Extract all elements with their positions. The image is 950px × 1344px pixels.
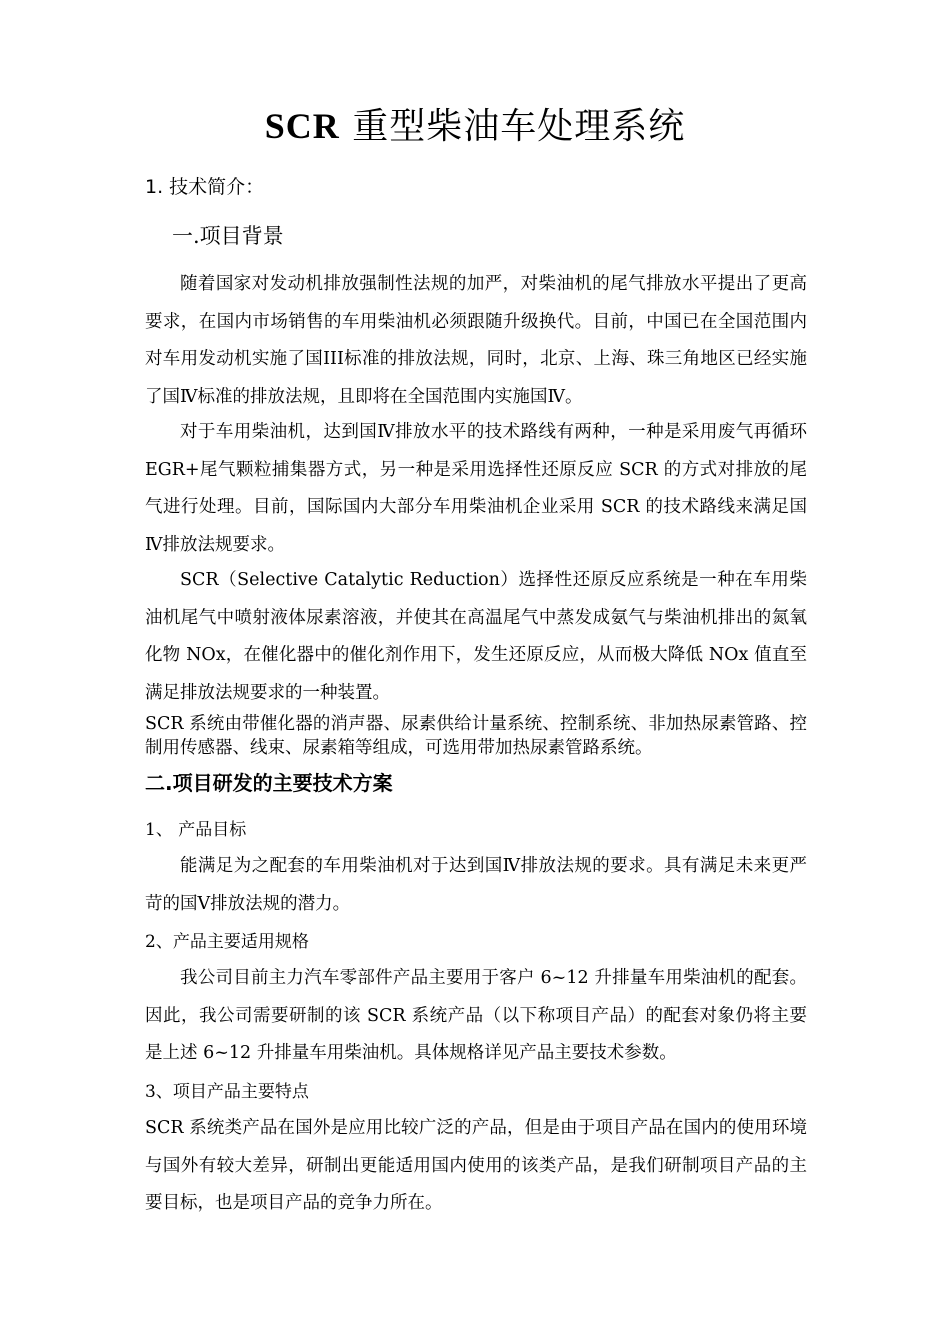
paragraph-product-spec: 我公司目前主力汽车零部件产品主要用于客户 6~12 升排量车用柴油机的配套。因此，我公司需要研制的该 SCR 系统产品（以下称项目产品）的配套对象仍将主要是上述 6~12 升排量车用柴油机。具体规格详见产品主要技术参数。 xyxy=(145,968,807,1063)
item-heading-product-spec: 2、产品主要适用规格 xyxy=(145,932,309,952)
paragraph-scr-definition: SCR（Selective Catalytic Reduction）选择性还原反应系统是一种在车用柴油机尾气中喷射液体尿素溶液，并使其在高温尾气中蒸发成氨气与柴油机排出的氮氧化物 NOx，在催化器中的催化剂作用下，发生还原反应，从而极大降低 NOx 值直至满足排放法规要求的一种装置。 xyxy=(145,570,807,703)
item-heading-product-goal: 1、 产品目标 xyxy=(145,820,247,840)
title-chinese: 重型柴油车处理系统 xyxy=(339,106,686,147)
paragraph-product-features: SCR 系统类产品在国外是应用比较广泛的产品，但是由于项目产品在国内的使用环境与国外有较大差异，研制出更能适用国内使用的该类产品，是我们研制项目产品的主要目标，也是项目产品的竞争力所在。 xyxy=(145,1118,807,1213)
item-heading-product-features: 3、项目产品主要特点 xyxy=(145,1082,309,1102)
section-heading-tech-plan: 二.项目研发的主要技术方案 xyxy=(145,771,393,795)
paragraph-product-goal: 能满足为之配套的车用柴油机对于达到国Ⅳ排放法规的要求。具有满足未来更严苛的国Ⅴ排放法规的潜力。 xyxy=(145,856,807,914)
section-heading-tech-intro: 1. 技术简介： xyxy=(145,176,265,198)
subsection-heading-background: 一.项目背景 xyxy=(172,224,284,248)
paragraph-background-1: 随着国家对发动机排放强制性法规的加严，对柴油机的尾气排放水平提出了更高要求，在国内市场销售的车用柴油机必须跟随升级换代。目前，中国已在全国范围内对车用发动机实施了国III标准的排放法规，同时，北京、上海、珠三角地区已经实施了国Ⅳ标准的排放法规，且即将在全国范围内实施国Ⅳ。 xyxy=(145,274,807,407)
paragraph-background-2: 对于车用柴油机，达到国Ⅳ排放水平的技术路线有两种，一种是采用废气再循环 EGR+尾气颗粒捕集器方式，另一种是采用选择性还原反应 SCR 的方式对排放的尾气进行处理。目前，国际国内大部分车用柴油机企业采用 SCR 的技术路线来满足国Ⅳ排放法规要求。 xyxy=(145,422,807,555)
paragraph-scr-components: SCR 系统由带催化器的消声器、尿素供给计量系统、控制系统、非加热尿素管路、控制用传感器、线束、尿素箱等组成，可选用带加热尿素管路系统。 xyxy=(145,714,807,758)
document-title xyxy=(0,104,950,149)
title-latin: SCR xyxy=(264,106,340,146)
